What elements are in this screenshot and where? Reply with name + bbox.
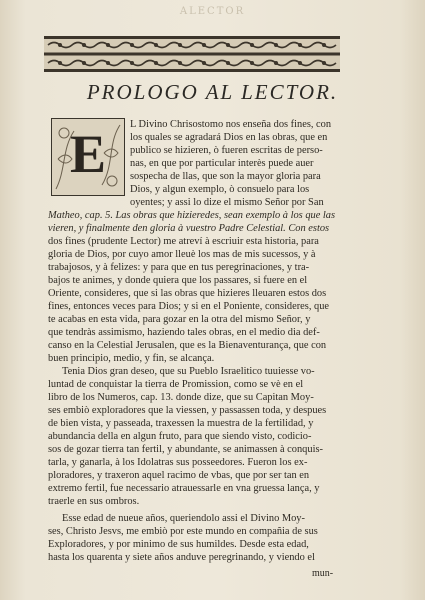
text-line: de bien vista, y passeada, traxessen la muestra de la fertilidad, y: [48, 418, 314, 429]
text-line: bajos te animes, y donde quiera que los passares, si fuere en el: [48, 275, 308, 286]
text-line: dos fines (prudente Lector) me atreví à escriuir esta historia, para: [48, 236, 319, 247]
decorated-initial: [51, 118, 125, 196]
text-line: sospecha de llas, que son la mayor gloria para: [130, 171, 321, 182]
text-line: Exploradores, y por minimo de sus humildes. Desde esta edad,: [48, 539, 309, 550]
text-line: Dios, y algun exemplo, ò consuelo para los: [130, 184, 310, 195]
text-line: te acabas en esta vida, para gozar en la otra del mismo Señor, y: [48, 314, 311, 325]
text-line: gloria de Dios, por cuyo amor lleuè los mas de mis sucessos, y à: [48, 249, 316, 260]
text-line: nas, en que por particular interès puede auer: [130, 158, 314, 169]
text-line: L Divino Chrisostomo nos enseña dos fines, con: [130, 119, 332, 130]
text-line: luntad de conquistar la tierra de Promission, como se vè en el: [48, 379, 304, 390]
catchword: mun-: [312, 568, 334, 579]
text-line: libro de los Numeros, cap. 13. donde dize, que su Capitan Moy-: [48, 392, 314, 403]
text-line: tarla, y ganarla, à los Idolatras sus posseedores. Fueron los ex-: [48, 457, 308, 468]
text-line: abundancia della en algun fruto, para que siendo visto, codicio-: [48, 431, 312, 442]
initial-letter: E: [69, 124, 107, 184]
text-line: sos de gozar tierra tan fertil, y abundante, se animassen à conquis-: [48, 444, 323, 455]
text-line: ses, Christo Jesvs, me embiò por este mundo en compañia de sus: [48, 526, 318, 537]
text-line: canso en la Celestial Jerusalen, que es la Bienaventurança, que con: [48, 340, 327, 351]
text-line: traerle en sus ombros.: [48, 496, 140, 507]
text-line: trabajosos, y à felizes: y para que en tus peregrinaciones, y tra-: [48, 262, 310, 273]
text-line: hasta los quarenta y siete años anduve peregrinando, y viendo el: [48, 552, 315, 563]
text-line: Tenia Dios gran deseo, que su Pueblo Israelitico tuuiesse vo-: [62, 366, 315, 377]
text-line: fines, entonces veces para Dios; y si en el Poniente, consideres, que: [48, 301, 330, 312]
text-line: extremo fertil, fue necessario atrauessarle en vna gruessa lança, y: [48, 483, 320, 494]
text-line: ses embiò exploradores que la viessen, y passassen toda, y despues: [48, 405, 327, 416]
text-line: oyentes; y assi lo dize el mismo Señor por San: [130, 197, 324, 208]
text-line: publico se hizieren, ò fueren escritas de perso-: [130, 145, 323, 156]
text-line: los quales se agradará Dios en las obras, que en: [130, 132, 328, 143]
text-line: que tendràs assimismo, haziendo tales obras, en el medio dia def-: [48, 327, 320, 338]
text-line: ploradores, y traxeron aquel racimo de vbas, que por ser tan en: [48, 470, 310, 481]
text-line: Oriente, consideres, que si las obras que hizieres lleuaren estos dos: [48, 288, 327, 299]
running-head: ALECTOR: [179, 6, 246, 17]
text-line: Esse edad de nueue años, queriendolo assi el Divino Moy-: [62, 513, 305, 524]
text-line: Matheo, cap. 5. Las obras que hizieredes, sean exemplo à los que las: [48, 210, 336, 221]
page-title: PROLOGO AL LECTOR.: [86, 80, 339, 104]
text-line: buen principio, medio, y fin, se alcança.: [48, 353, 215, 364]
text-line: vieren, y finalmente den gloria à vuestro Padre Celestial. Con estos: [48, 223, 330, 234]
ornamental-headband: [44, 36, 340, 72]
